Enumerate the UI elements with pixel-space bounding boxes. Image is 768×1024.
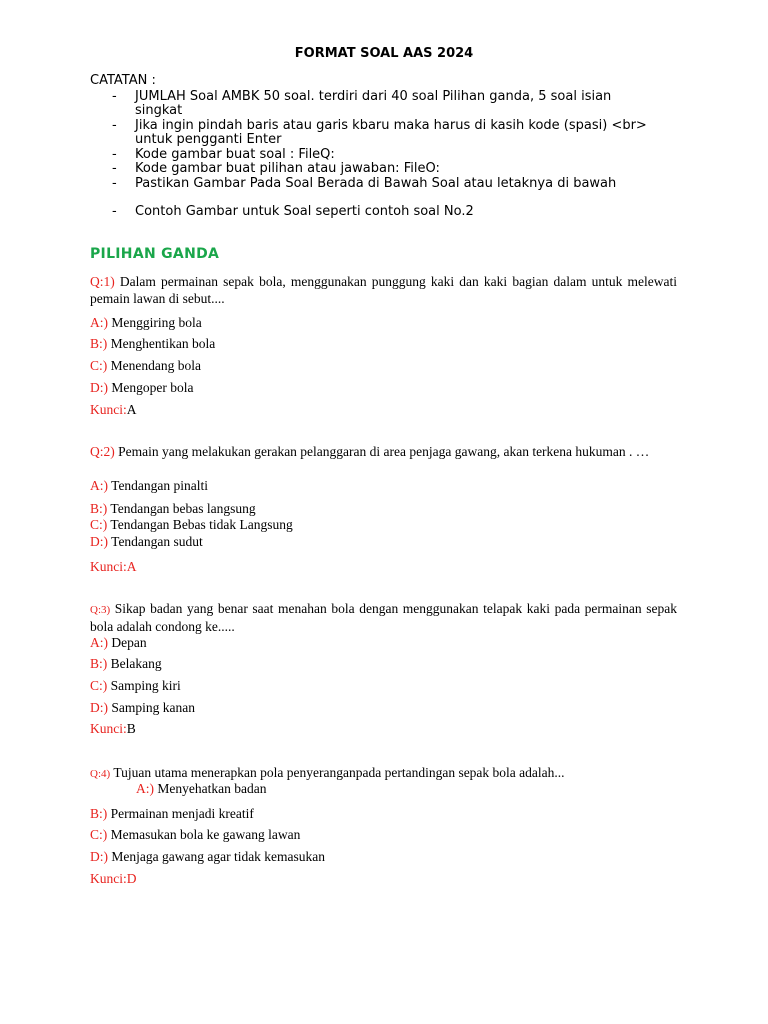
question-3 <box>90 601 677 635</box>
option-text: Belakang <box>110 656 162 671</box>
note-item: - JUMLAH Soal AMBK 50 soal. terdiri dari 40 soal Pilihan ganda, 5 soal isian singkat <box>90 90 650 119</box>
note-item: - Contoh Gambar untuk Soal seperti contoh soal No.2 <box>90 205 650 220</box>
option-text: Menyehatkan badan <box>157 781 267 796</box>
question-2 <box>90 444 677 461</box>
section-title: PILIHAN GANDA <box>90 246 220 262</box>
option-b <box>90 336 215 352</box>
notes-list <box>90 90 650 220</box>
option-c <box>90 517 293 533</box>
note-item: - Kode gambar buat pilihan atau jawaban: FileO: <box>90 162 650 177</box>
option-text: Memasukan bola ke gawang lawan <box>110 827 301 842</box>
option-label: A:) <box>136 781 154 796</box>
question-text: Dalam permainan sepak bola, menggunakan punggung kaki dan kaki bagian dalam untuk melewati pemain lawan di sebut.... <box>90 274 677 306</box>
option-d <box>90 534 203 550</box>
option-text: Depan <box>111 635 147 650</box>
option-label: D:) <box>90 700 108 715</box>
question-1 <box>90 274 677 307</box>
option-a <box>90 478 208 494</box>
note-item: - Kode gambar buat soal : FileQ: <box>90 148 650 163</box>
note-item: - Jika ingin pindah baris atau garis kbaru maka harus di kasih kode (spasi) <br> untuk pengganti Enter <box>90 119 650 148</box>
option-b <box>90 501 256 517</box>
option-a <box>90 315 202 331</box>
notes-block <box>90 74 650 220</box>
option-text: Menghentikan bola <box>110 336 216 351</box>
option-label: B:) <box>90 806 108 821</box>
option-c <box>90 827 300 843</box>
document-title: FORMAT SOAL AAS 2024 <box>294 46 474 61</box>
option-label: D:) <box>90 380 108 395</box>
option-label: B:) <box>90 656 108 671</box>
option-text: Mengoper bola <box>111 380 194 395</box>
option-label: B:) <box>90 336 108 351</box>
option-label: D:) <box>90 849 108 864</box>
option-d <box>90 380 193 396</box>
question-label: Q:3) <box>90 604 111 616</box>
option-label: B:) <box>90 501 108 516</box>
key-label: Kunci: <box>90 402 127 417</box>
option-text: Menendang bola <box>110 358 201 373</box>
option-c <box>90 358 201 374</box>
option-text: Tendangan Bebas tidak Langsung <box>110 517 293 532</box>
option-label: A:) <box>90 635 108 650</box>
option-d <box>90 700 195 716</box>
question-text: Tujuan utama menerapkan pola penyeranganpada pertandingan sepak bola adalah... <box>113 765 565 780</box>
answer-key <box>90 721 136 737</box>
key-value: A <box>126 559 137 574</box>
option-a <box>90 635 147 651</box>
option-label: C:) <box>90 827 108 842</box>
option-label: C:) <box>90 358 108 373</box>
option-label: A:) <box>90 478 108 493</box>
notes-heading: CATATAN : <box>90 73 156 88</box>
key-value: A <box>126 402 137 417</box>
key-value: D <box>126 871 137 886</box>
option-label: C:) <box>90 678 108 693</box>
question-label: Q:1) <box>90 274 115 289</box>
answer-key <box>90 402 137 418</box>
key-label: Kunci: <box>90 871 127 886</box>
question-text: Pemain yang melakukan gerakan pelanggaran di area penjaga gawang, akan terkena hukuman . … <box>118 444 650 459</box>
option-text: Samping kanan <box>111 700 195 715</box>
option-text: Samping kiri <box>110 678 181 693</box>
key-value: B <box>126 721 136 736</box>
question-text: Sikap badan yang benar saat menahan bola dengan menggunakan telapak kaki pada permainan sepak bola adalah condong ke..... <box>90 601 677 634</box>
option-b <box>90 806 254 822</box>
option-c <box>90 678 181 694</box>
option-text: Tendangan bebas langsung <box>110 501 256 516</box>
key-label: Kunci: <box>90 721 127 736</box>
option-label: A:) <box>90 315 108 330</box>
option-text: Menjaga gawang agar tidak kemasukan <box>111 849 326 864</box>
note-item: - Pastikan Gambar Pada Soal Berada di Bawah Soal atau letaknya di bawah <box>90 177 650 192</box>
option-b <box>90 656 162 672</box>
option-text: Menggiring bola <box>111 315 202 330</box>
question-4 <box>90 765 565 781</box>
option-a <box>136 781 266 797</box>
option-text: Tendangan pinalti <box>111 478 209 493</box>
option-text: Tendangan sudut <box>111 534 203 549</box>
option-label: C:) <box>90 517 108 532</box>
question-label: Q:4) <box>90 768 111 780</box>
option-d <box>90 849 325 865</box>
answer-key <box>90 559 137 575</box>
option-label: D:) <box>90 534 108 549</box>
answer-key <box>90 871 137 887</box>
option-text: Permainan menjadi kreatif <box>110 806 254 821</box>
key-label: Kunci: <box>90 559 127 574</box>
question-label: Q:2) <box>90 444 115 459</box>
